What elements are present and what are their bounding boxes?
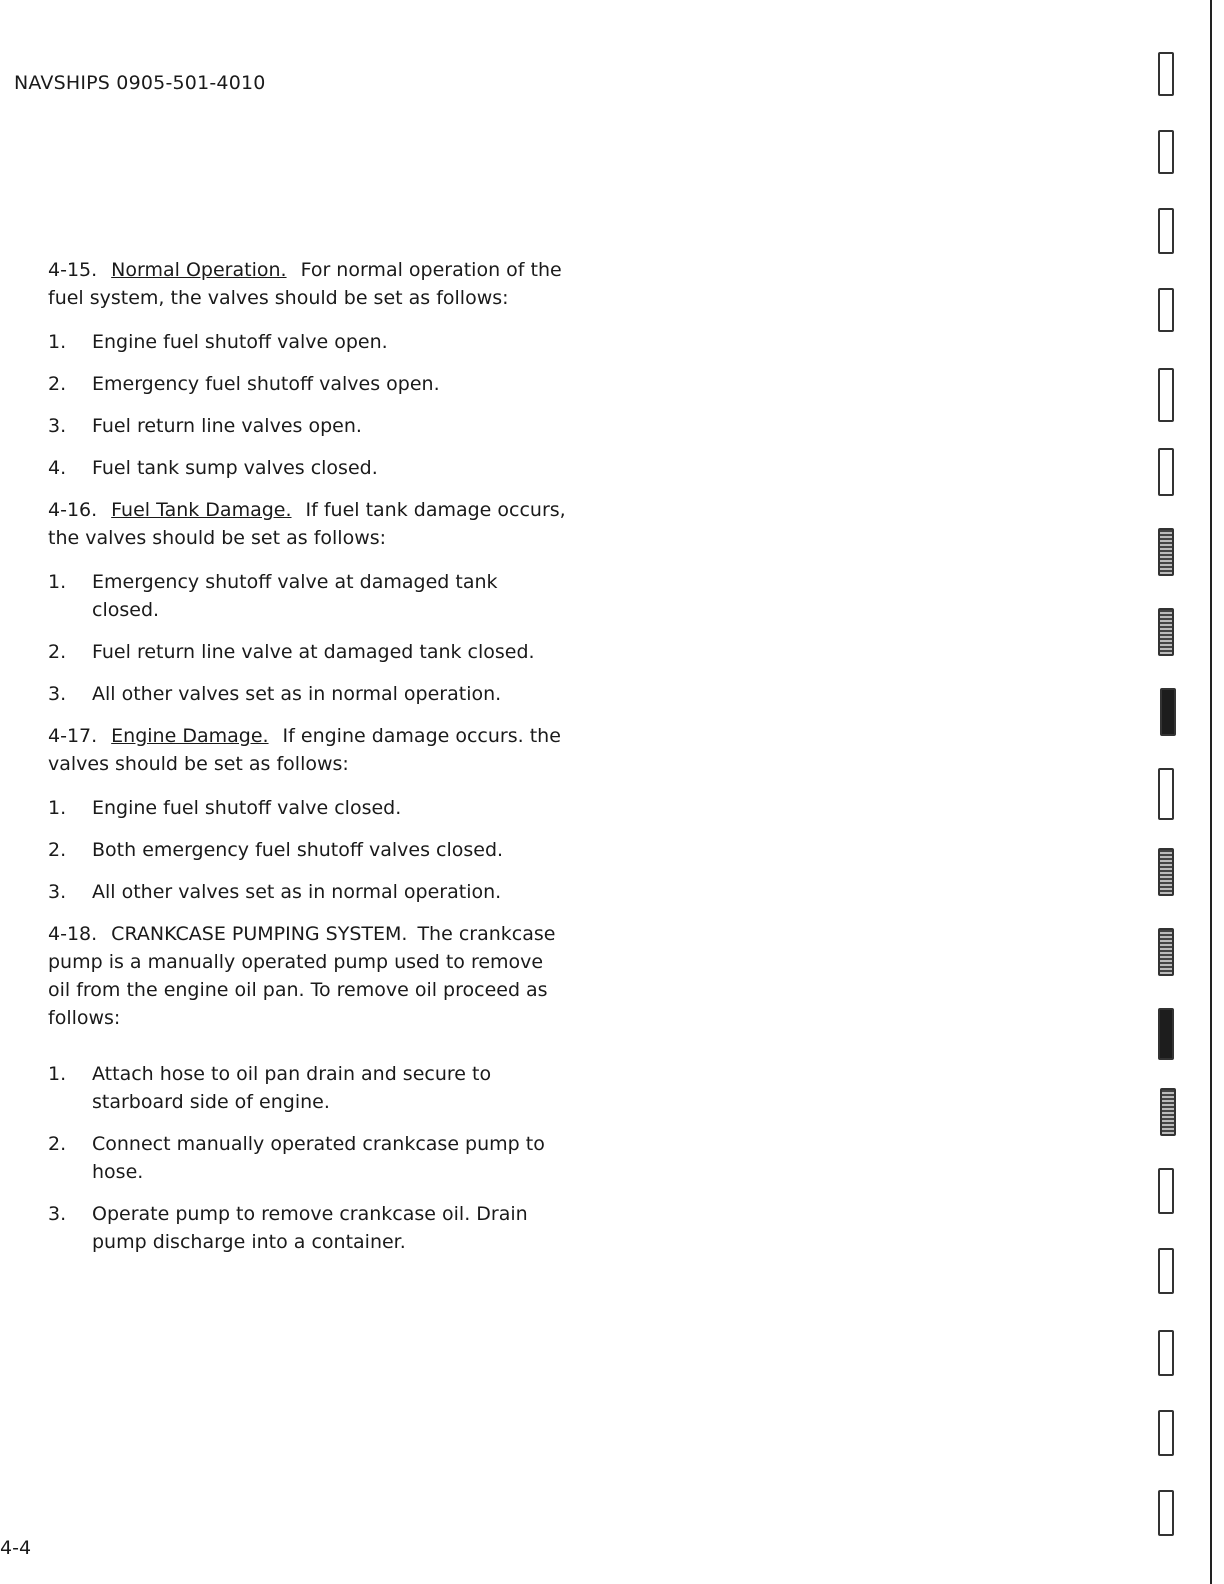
paragraph-title: Engine Damage. xyxy=(111,725,269,747)
list-item xyxy=(48,1200,570,1256)
paragraph xyxy=(48,256,570,312)
section-4-17 xyxy=(48,722,570,906)
list-item xyxy=(48,328,570,356)
binding-hole-mark xyxy=(1158,448,1174,496)
section-4-18 xyxy=(48,920,570,1256)
item-text: Engine fuel shutoff valve closed. xyxy=(92,797,402,819)
item-number: 2. xyxy=(48,373,67,395)
item-text: Engine fuel shutoff valve open. xyxy=(92,331,388,353)
item-number: 2. xyxy=(48,641,67,663)
paragraph-text: If fuel tank damage occurs, the valves should be set as follows: xyxy=(48,499,566,549)
paragraph-text: If engine damage occurs. the valves should be set as follows: xyxy=(48,725,561,775)
binding-hole-mark xyxy=(1160,1088,1176,1136)
item-text: Operate pump to remove crankcase oil. Drain pump discharge into a container. xyxy=(92,1203,528,1253)
page-number: 4-4 xyxy=(0,1537,32,1559)
paragraph-title: Fuel Tank Damage. xyxy=(111,499,292,521)
item-number: 1. xyxy=(48,331,67,353)
paragraph xyxy=(48,722,570,778)
paragraph xyxy=(48,496,570,552)
list-item xyxy=(48,568,570,624)
item-number: 3. xyxy=(48,683,67,705)
item-text: Emergency fuel shutoff valves open. xyxy=(92,373,440,395)
list-item xyxy=(48,1130,570,1186)
item-text: Fuel tank sump valves closed. xyxy=(92,457,378,479)
paragraph-number: 4-17. xyxy=(48,725,98,747)
list-item xyxy=(48,1060,570,1116)
list-item xyxy=(48,794,570,822)
binding-hole-mark xyxy=(1158,288,1174,332)
paragraph-number: 4-16. xyxy=(48,499,98,521)
list-item xyxy=(48,638,570,666)
item-text: All other valves set as in normal operation. xyxy=(92,881,502,903)
list-item xyxy=(48,836,570,864)
binding-hole-mark xyxy=(1158,1248,1174,1294)
binding-hole-mark xyxy=(1158,1330,1174,1376)
paragraph-text: The crankcase pump is a manually operated pump used to remove oil from the engine oil pan. To remove oil proceed as follows: xyxy=(48,923,556,1029)
paragraph-number: 4-18. xyxy=(48,923,98,945)
item-number: 2. xyxy=(48,839,67,861)
list-item xyxy=(48,454,570,482)
item-text: Emergency shutoff valve at damaged tank closed. xyxy=(92,571,498,621)
binding-hole-mark xyxy=(1158,52,1174,96)
list-item xyxy=(48,370,570,398)
item-text: Fuel return line valves open. xyxy=(92,415,362,437)
paragraph-number: 4-15. xyxy=(48,259,98,281)
item-text: Attach hose to oil pan drain and secure to starboard side of engine. xyxy=(92,1063,492,1113)
binding-hole-mark xyxy=(1158,368,1174,422)
item-number: 2. xyxy=(48,1133,67,1155)
item-number: 1. xyxy=(48,797,67,819)
binding-hole-mark xyxy=(1158,848,1174,896)
binding-hole-mark xyxy=(1158,208,1174,254)
paragraph-title: CRANKCASE PUMPING SYSTEM. xyxy=(111,923,408,945)
list-item xyxy=(48,412,570,440)
binding-hole-mark xyxy=(1158,130,1174,174)
item-number: 1. xyxy=(48,571,67,593)
binding-hole-mark xyxy=(1158,608,1174,656)
list-item xyxy=(48,680,570,708)
binding-hole-mark xyxy=(1160,688,1176,736)
section-4-16 xyxy=(48,496,570,708)
section-4-15 xyxy=(48,256,570,482)
paragraph-text: For normal operation of the fuel system, the valves should be set as follows: xyxy=(48,259,562,309)
item-number: 4. xyxy=(48,457,67,479)
item-text: Both emergency fuel shutoff valves closed. xyxy=(92,839,504,861)
binding-margin xyxy=(1150,0,1224,1584)
binding-hole-mark xyxy=(1158,1168,1174,1214)
item-number: 3. xyxy=(48,881,67,903)
item-text: Fuel return line valve at damaged tank closed. xyxy=(92,641,535,663)
item-text: All other valves set as in normal operation. xyxy=(92,683,502,705)
item-number: 3. xyxy=(48,415,67,437)
binding-hole-mark xyxy=(1158,1008,1174,1060)
paragraph-title: Normal Operation. xyxy=(111,259,287,281)
binding-hole-mark xyxy=(1158,1490,1174,1536)
item-number: 3. xyxy=(48,1203,67,1225)
list-item xyxy=(48,878,570,906)
document-number: NAVSHIPS 0905-501-4010 xyxy=(14,72,266,94)
page-edge-line xyxy=(1210,0,1212,1584)
binding-hole-mark xyxy=(1158,928,1174,976)
binding-hole-mark xyxy=(1158,528,1174,576)
paragraph xyxy=(48,920,570,1032)
item-text: Connect manually operated crankcase pump to hose. xyxy=(92,1133,545,1183)
binding-hole-mark xyxy=(1158,1410,1174,1456)
main-content xyxy=(48,256,570,1270)
binding-hole-mark xyxy=(1158,768,1174,820)
item-number: 1. xyxy=(48,1063,67,1085)
